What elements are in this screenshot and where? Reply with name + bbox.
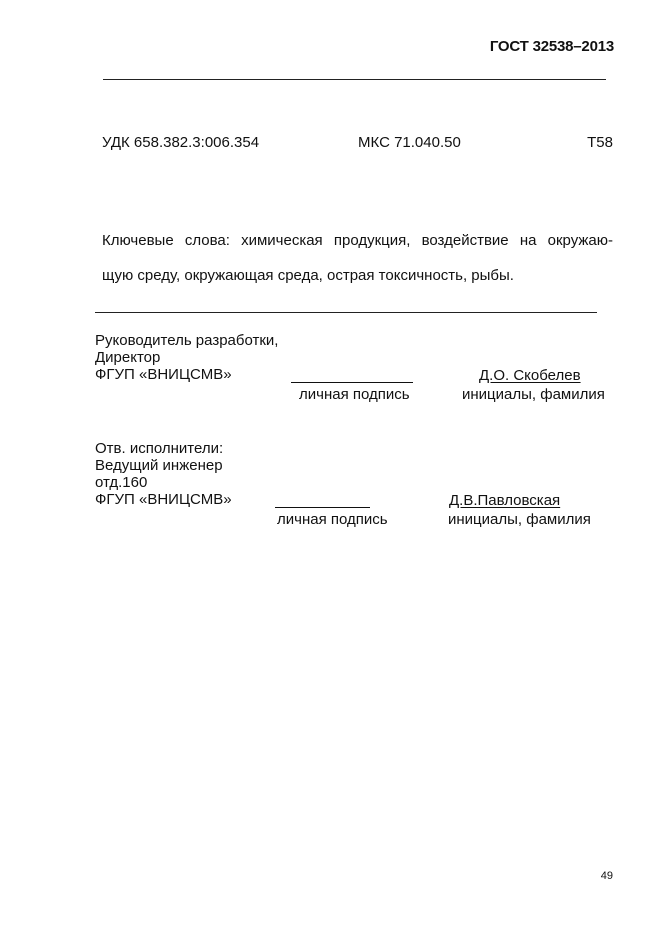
role-line: ФГУП «ВНИЦСМВ» xyxy=(95,491,232,508)
standard-id: ГОСТ 32538–2013 xyxy=(489,38,614,55)
signature-caption: личная подпись xyxy=(299,386,410,403)
role-line: Директор xyxy=(95,349,161,366)
role-line: Руководитель разработки, xyxy=(95,332,279,349)
signature-line xyxy=(291,382,413,383)
keywords-divider xyxy=(95,312,597,313)
udk-code: УДК 658.382.3:006.354 xyxy=(102,134,260,151)
signature-caption: личная подпись xyxy=(277,511,388,528)
name-caption: инициалы, фамилия xyxy=(448,511,591,528)
keywords-line-2: щую среду, окружающая среда, острая токсичность, рыбы. xyxy=(102,267,514,284)
signature-block-executors xyxy=(95,440,232,508)
role-line: ФГУП «ВНИЦСМВ» xyxy=(95,366,232,383)
header-divider xyxy=(103,79,606,80)
role-line: Ведущий инженер xyxy=(95,457,223,474)
okstu-code: Т58 xyxy=(587,134,613,151)
signatory-name: Д.О. Скобелев xyxy=(479,367,581,384)
signature-block-director xyxy=(95,332,278,383)
page-number: 49 xyxy=(600,870,613,882)
role-line: Отв. исполнители: xyxy=(95,440,224,457)
mks-code: МКС 71.040.50 xyxy=(358,134,461,151)
keywords-paragraph xyxy=(102,223,613,293)
signature-line xyxy=(275,507,370,508)
signatory-name: Д.В.Павловская xyxy=(449,492,561,509)
keywords-line-1: Ключевые слова: химическая продукция, воздействие на окружаю- xyxy=(102,232,613,249)
role-line: отд.160 xyxy=(95,474,148,491)
name-caption: инициалы, фамилия xyxy=(462,386,605,403)
